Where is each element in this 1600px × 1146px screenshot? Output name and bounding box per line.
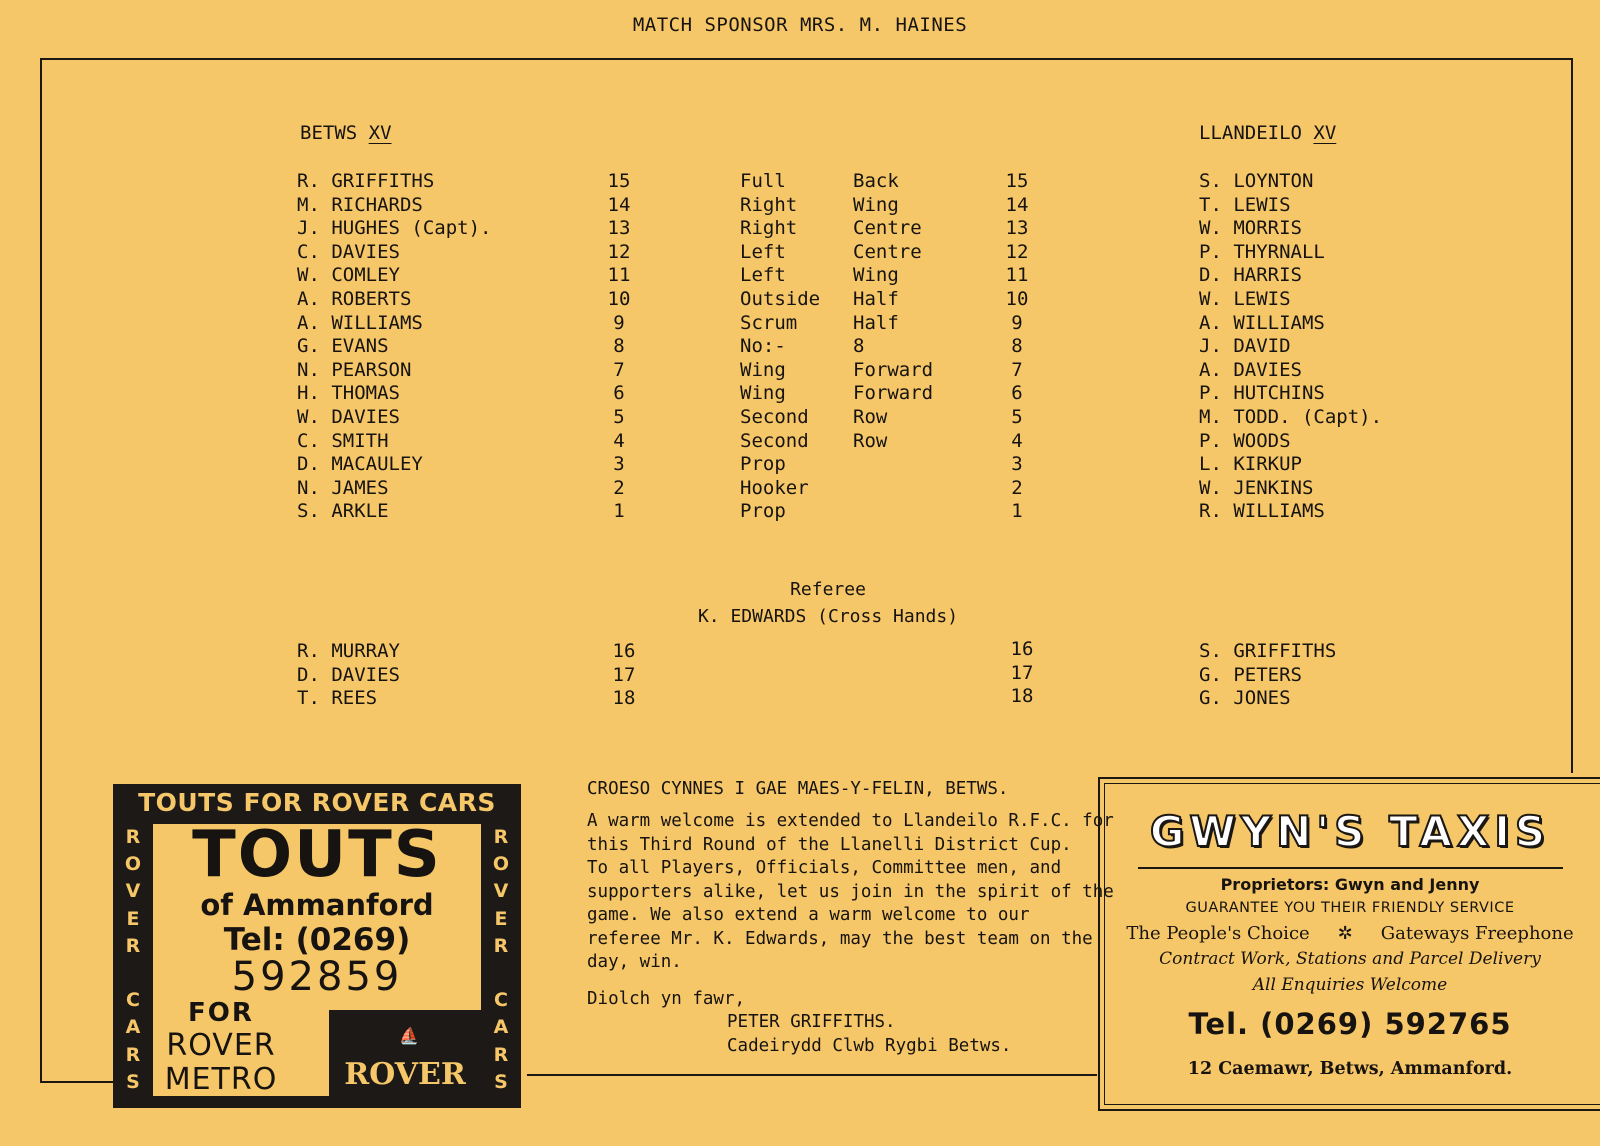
home-player-number: 3 (613, 453, 625, 476)
home-player-number: 5 (613, 406, 625, 428)
away-reserve-number: 18 (1010, 685, 1034, 708)
welcome-heading: CROESO CYNNES I GAE MAES-Y-FELIN, BETWS. (587, 779, 1009, 799)
home-team-suffix: XV (368, 122, 392, 144)
home-reserve-name: R. MURRAY (297, 640, 400, 662)
home-reserve-name: D. DAVIES (297, 663, 400, 686)
home-player-name: A. WILLIAMS (297, 311, 423, 334)
away-player-name: D. HARRIS (1199, 264, 1302, 287)
away-player-number: 1 (1011, 500, 1023, 523)
home-player-number: 11 (607, 264, 631, 287)
away-reserve-number: 17 (1010, 661, 1034, 684)
home-player-name: G. EVANS (297, 335, 389, 358)
away-player-name: P. HUTCHINS (1199, 382, 1325, 405)
away-player-number: 10 (1005, 288, 1029, 310)
touts-number: 592859 (231, 954, 403, 1000)
touts-side-letter: R (493, 826, 509, 849)
gwyns-taxis-choice-right: Gateways Freephone (1380, 923, 1574, 944)
frame-border-top (40, 58, 1573, 60)
touts-side-letter: R (493, 1043, 509, 1066)
away-player-number: 14 (1005, 193, 1029, 216)
gwyns-taxis-advert (1098, 777, 1600, 1111)
touts-side-letter: R (493, 934, 509, 957)
position-name: Prop (740, 453, 786, 476)
away-player-number: 13 (1005, 217, 1029, 240)
gwyns-taxis-telephone: Tel. (0269) 592765 (1188, 1007, 1512, 1041)
home-player-number: 2 (613, 476, 625, 499)
position-name: Left (740, 240, 786, 263)
welcome-line: day, win. (587, 952, 682, 972)
position-name: No:- (740, 335, 786, 358)
position-name: Right (740, 217, 798, 240)
home-player-number: 1 (613, 500, 625, 523)
touts-side-right (481, 824, 521, 1096)
welcome-line: game. We also extend a warm welcome to our (587, 905, 1030, 925)
welcome-signoff: Diolch yn fawr, (587, 989, 746, 1009)
position-name: Outside (740, 288, 821, 310)
position-name: Half (853, 311, 899, 334)
gwyns-taxis-address: 12 Caemawr, Betws, Ammanford. (1187, 1059, 1513, 1079)
home-reserve-number: 16 (612, 640, 636, 662)
welcome-line: To all Players, Officials, Committee men, and (587, 858, 1062, 878)
away-player-name: W. JENKINS (1199, 476, 1314, 499)
away-player-number: 4 (1011, 429, 1023, 452)
star-icon: ✲ (1337, 923, 1353, 944)
gwyns-taxis-enquiries: All Enquiries Welcome (1252, 975, 1448, 995)
touts-side-letter: C (126, 989, 140, 1012)
position-name: Wing (740, 382, 786, 405)
home-player-name: N. JAMES (297, 476, 389, 499)
home-player-name: M. RICHARDS (297, 193, 423, 216)
touts-place: of Ammanford (200, 888, 434, 922)
away-player-number: 5 (1011, 406, 1023, 428)
position-name: Wing (853, 193, 899, 216)
gwyns-taxis-choice-left: The People's Choice (1126, 923, 1310, 944)
away-player-number: 7 (1011, 358, 1023, 381)
position-name: Full (740, 170, 786, 192)
touts-side-letter: C (494, 989, 508, 1012)
away-player-name: W. LEWIS (1199, 288, 1291, 310)
rover-logo-text: ROVER (344, 1057, 466, 1092)
position-name: Centre (853, 240, 922, 263)
touts-side-letter (130, 964, 137, 983)
away-player-name: M. TODD. (Capt). (1199, 406, 1383, 428)
away-player-number: 9 (1011, 311, 1023, 334)
touts-side-letter: R (125, 826, 141, 849)
home-player-number: 14 (607, 193, 631, 216)
position-name: Scrum (740, 311, 798, 334)
away-player-number: 11 (1005, 264, 1029, 287)
away-player-name: P. WOODS (1199, 429, 1291, 452)
position-name: Row (853, 406, 888, 428)
home-player-number: 13 (607, 217, 631, 240)
touts-side-letter: E (494, 907, 508, 930)
home-player-name: H. THOMAS (297, 382, 400, 405)
away-team-suffix: XV (1313, 122, 1337, 144)
welcome-body (587, 810, 1114, 975)
away-player-number: 12 (1005, 240, 1029, 263)
touts-side-letter: A (493, 1016, 509, 1039)
touts-side-letter: A (125, 1016, 141, 1039)
rover-longship-icon: ⛵ (399, 1026, 419, 1045)
welcome-signatory-title: Cadeirydd Clwb Rygbi Betws. (727, 1036, 1012, 1056)
gwyns-taxis-contract: Contract Work, Stations and Parcel Delivery (1159, 949, 1541, 969)
touts-advert (113, 784, 521, 1108)
gwyns-taxis-rule (1138, 867, 1563, 869)
position-name: Forward (853, 382, 934, 405)
position-name: Row (853, 429, 888, 452)
gwyns-taxis-title: GWYN'S TAXIS (1149, 807, 1551, 856)
away-player-name: R. WILLIAMS (1199, 500, 1325, 523)
away-player-number: 8 (1011, 335, 1023, 358)
position-name: Centre (853, 217, 922, 240)
away-reserve-name: G. PETERS (1199, 663, 1302, 686)
touts-tel: Tel: (0269) (223, 922, 411, 958)
touts-side-letter: V (125, 880, 141, 903)
welcome-line: referee Mr. K. Edwards, may the best team on the (587, 928, 1093, 949)
home-player-name: C. DAVIES (297, 240, 400, 263)
away-reserve-name: G. JONES (1199, 687, 1291, 710)
rover-logo (329, 1010, 481, 1096)
home-player-number: 15 (607, 170, 631, 192)
away-reserve-name: S. GRIFFITHS (1199, 640, 1337, 662)
frame-border-bottom-middle (527, 1074, 1097, 1076)
welcome-line: A warm welcome is extended to Llandeilo R.F.C. for (587, 811, 1114, 831)
home-player-number: 8 (613, 335, 625, 358)
home-player-name: S. ARKLE (297, 500, 389, 523)
match-sponsor: MATCH SPONSOR MRS. M. HAINES (632, 14, 968, 36)
home-player-name: C. SMITH (297, 429, 389, 452)
welcome-line: supporters alike, let us join in the spirit of the (587, 881, 1114, 902)
away-team-name: LLANDEILO (1199, 122, 1302, 144)
touts-side-letter: V (493, 880, 509, 903)
touts-banner: TOUTS FOR ROVER CARS (138, 788, 496, 817)
away-player-name: J. DAVID (1199, 335, 1291, 358)
away-team-heading (1199, 122, 1336, 144)
away-player-number: 6 (1011, 382, 1023, 405)
gwyns-taxis-proprietors: Proprietors: Gwyn and Jenny (1220, 875, 1480, 894)
home-player-number: 4 (613, 429, 625, 452)
position-name: Second (740, 429, 809, 452)
touts-side-letter: O (124, 853, 142, 876)
touts-side-letter: S (126, 1070, 140, 1093)
away-player-number: 3 (1011, 453, 1023, 476)
home-player-number: 12 (607, 240, 631, 263)
home-player-number: 6 (613, 382, 625, 405)
home-reserve-name: T. REES (297, 687, 378, 710)
position-name: Wing (740, 358, 786, 381)
position-name: 8 (853, 335, 865, 358)
home-player-number: 7 (613, 358, 625, 381)
away-player-name: P. THYRNALL (1199, 240, 1325, 263)
position-name: Prop (740, 500, 786, 523)
home-player-name: J. HUGHES (Capt). (297, 217, 492, 240)
home-player-name: N. PEARSON (297, 358, 412, 381)
touts-side-letter: O (492, 853, 510, 876)
frame-border-left (40, 58, 42, 1083)
touts-side-letter: E (126, 907, 140, 930)
touts-metro: METRO (164, 1062, 278, 1097)
position-name: Back (853, 170, 899, 192)
away-reserve-number: 16 (1010, 638, 1034, 660)
welcome-line: this Third Round of the Llanelli District Cup. (587, 834, 1072, 855)
home-team-name: BETWS (300, 122, 358, 144)
away-player-name: L. KIRKUP (1199, 453, 1302, 476)
welcome-signatory: PETER GRIFFITHS. (727, 1012, 896, 1032)
position-name: Forward (853, 358, 934, 381)
home-player-name: D. MACAULEY (297, 453, 423, 476)
home-player-name: W. DAVIES (297, 406, 400, 428)
away-player-name: W. MORRIS (1199, 217, 1302, 240)
touts-panel (153, 818, 481, 1097)
position-name: Left (740, 264, 786, 287)
away-player-number: 15 (1005, 170, 1029, 192)
touts-side-letter: S (494, 1070, 508, 1093)
home-player-name: W. COMLEY (297, 264, 400, 287)
position-name: Hooker (740, 476, 809, 499)
home-player-name: A. ROBERTS (297, 288, 412, 310)
position-name: Second (740, 406, 809, 428)
referee-label: Referee (790, 579, 866, 600)
touts-side-letter: R (125, 934, 141, 957)
away-player-name: A. DAVIES (1199, 358, 1302, 381)
touts-rover: ROVER (166, 1028, 276, 1063)
frame-border-right (1571, 58, 1573, 773)
home-reserve-number: 18 (612, 687, 636, 710)
touts-side-letter (498, 964, 505, 983)
home-player-number: 9 (613, 311, 625, 334)
away-player-name: S. LOYNTON (1199, 170, 1314, 192)
away-player-name: A. WILLIAMS (1199, 311, 1325, 334)
touts-side-letter: R (125, 1043, 141, 1066)
away-player-name: T. LEWIS (1199, 193, 1291, 216)
touts-for: FOR (188, 998, 254, 1028)
home-reserve-number: 17 (612, 663, 636, 686)
gwyns-taxis-guarantee: GUARANTEE YOU THEIR FRIENDLY SERVICE (1185, 900, 1515, 916)
home-player-number: 10 (607, 288, 631, 310)
home-player-name: R. GRIFFITHS (297, 170, 435, 192)
position-name: Right (740, 193, 798, 216)
away-player-number: 2 (1011, 476, 1023, 499)
position-name: Wing (853, 264, 899, 287)
touts-name: TOUTS (192, 818, 442, 892)
referee-name: K. EDWARDS (Cross Hands) (697, 606, 959, 627)
position-name: Half (853, 288, 899, 310)
gwyns-taxis-choice-line (1100, 923, 1600, 944)
home-team-heading (300, 122, 392, 144)
